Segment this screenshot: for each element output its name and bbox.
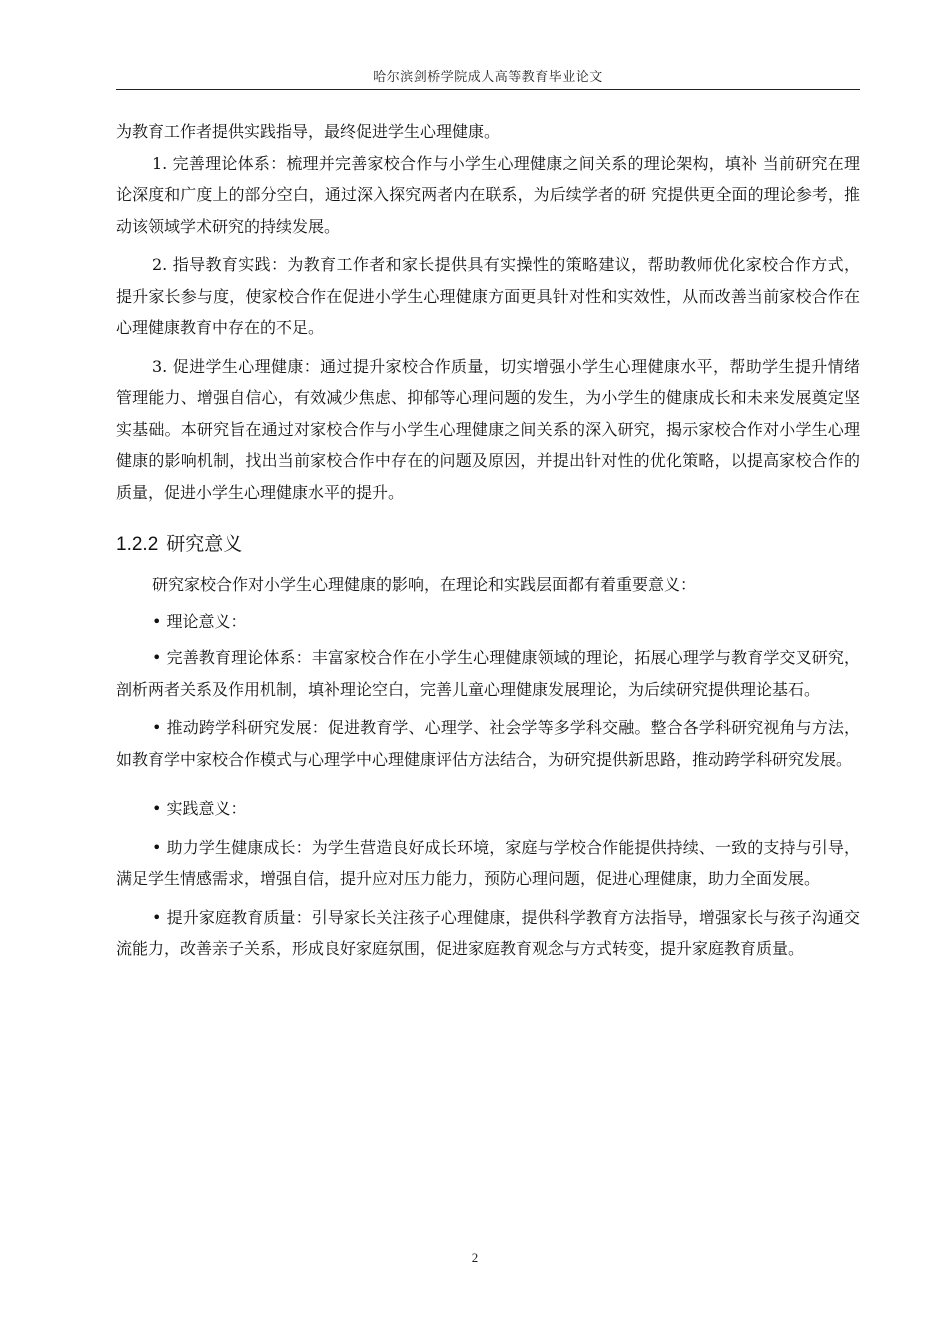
paragraph-continuation: 为教育工作者提供实践指导，最终促进学生心理健康。: [116, 122, 501, 141]
section-number: 1.2.2: [116, 534, 159, 555]
body-text: [116, 116, 860, 965]
theory-significance-label: • 理论意义：: [152, 611, 247, 631]
paragraph-objective-2: 2. 指导教育实践：为教育工作者和家长提供具有实操性的策略建议，帮助教师优化家校合作方式，提升家长参与度，使家校合作在促进小学生心理健康方面更具针对性和实效性，从而改善当前家校合作在心理健康教育中存在的不足。: [116, 255, 860, 337]
theory-item-2: • 推动跨学科研究发展：促进教育学、心理学、社会学等多学科交融。整合各学科研究视角与方法，如教育学中家校合作模式与心理学中心理健康评估方法结合，为研究提供新思路，推动跨学科研究发展。: [116, 718, 860, 769]
section-title: 研究意义: [166, 533, 243, 555]
paragraph-objective-1: 1. 完善理论体系：梳理并完善家校合作与小学生心理健康之间关系的理论架构，填补 当前研究在理论深度和广度上的部分空白，通过深入探究两者内在联系，为后续学者的研 究提供更全面的理论参考，推动该领域学术研究的持续发展。: [116, 153, 860, 236]
running-header: 哈尔滨剑桥学院成人高等教育毕业论文: [373, 70, 603, 85]
header-divider: [116, 89, 860, 90]
theory-item-1: • 完善教育理论体系：丰富家校合作在小学生心理健康领域的理论，拓展心理学与教育学交叉研究，剖析两者关系及作用机制，填补理论空白，完善儿童心理健康发展理论，为后续研究提供理论基石。: [116, 648, 860, 699]
section-heading: [116, 530, 860, 559]
section-intro: 研究家校合作对小学生心理健康的影响，在理论和实践层面都有着重要意义：: [152, 575, 697, 594]
paragraph-objective-3: 3. 促进学生心理健康：通过提升家校合作质量，切实增强小学生心理健康水平，帮助学生提升情绪管理能力、增强自信心，有效减少焦虑、抑郁等心理问题的发生，为小学生的健康成长和未来发展奠定坚实基础。本研究旨在通过对家校合作与小学生心理健康之间关系的深入研究，揭示家校合作对小学生心理健康的影响机制，找出当前家校合作中存在的问题及原因，并提出针对性的优化策略，以提高家校合作的质量，促进小学生心理健康水平的提升。: [116, 356, 860, 502]
practice-significance-label: • 实践意义：: [152, 799, 247, 818]
practice-item-1: • 助力学生健康成长：为学生营造良好成长环境，家庭与学校合作能提供持续、一致的支持与引导，满足学生情感需求，增强自信，提升应对压力能力，预防心理问题，促进心理健康，助力全面发展。: [116, 837, 860, 888]
practice-item-2: • 提升家庭教育质量：引导家长关注孩子心理健康，提供科学教育方法指导，增强家长与孩子沟通交流能力，改善亲子关系，形成良好家庭氛围，促进家庭教育观念与方式转变，提升家庭教育质量。: [116, 907, 860, 958]
page-number: 2: [471, 1250, 479, 1265]
